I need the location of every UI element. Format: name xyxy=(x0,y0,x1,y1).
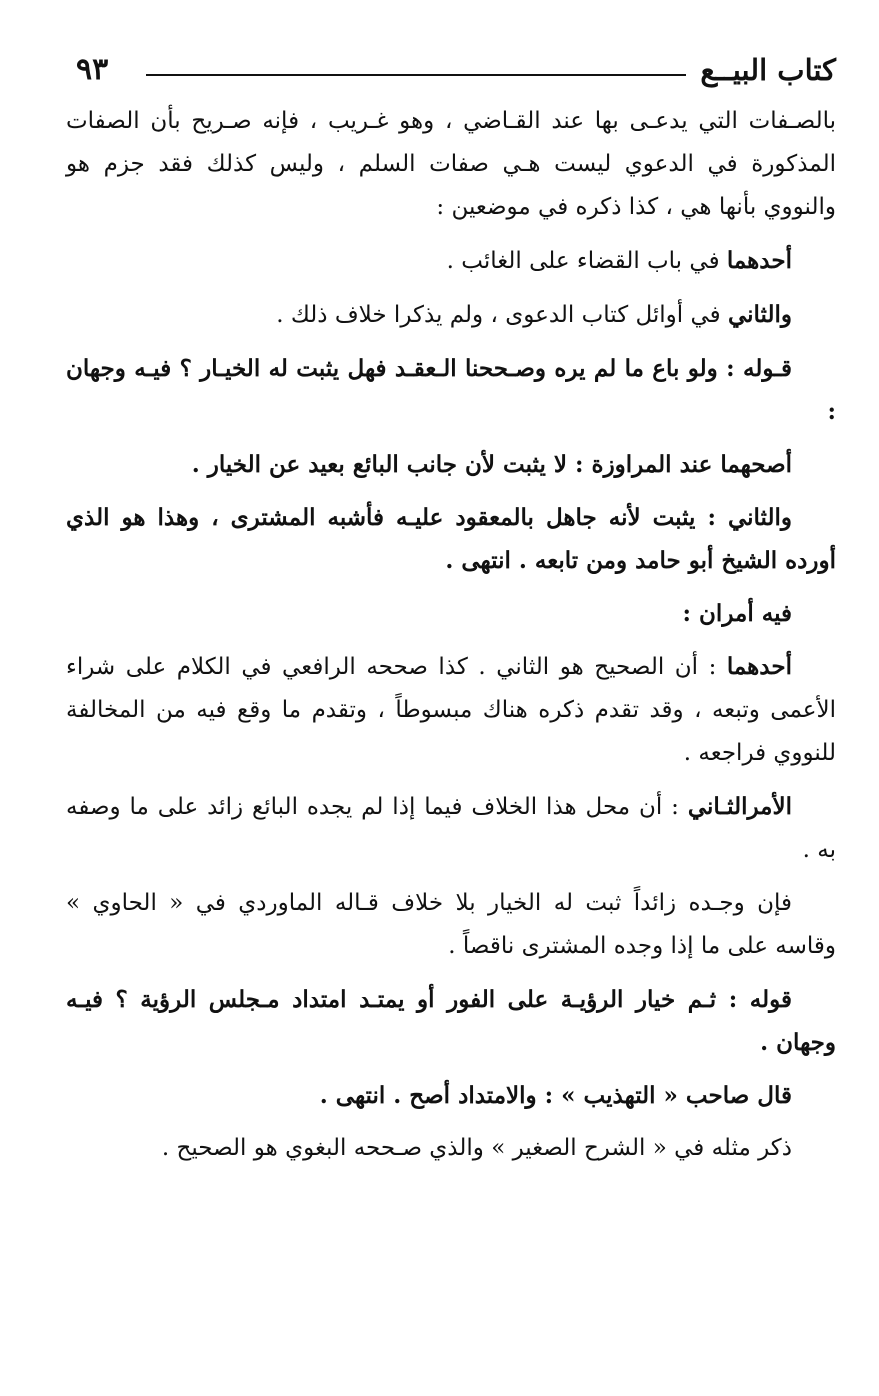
paragraph-6 xyxy=(66,496,836,582)
paragraph-2 xyxy=(66,239,836,283)
paragraph-13-text: ذكر مثله في « الشرح الصغير » والذي صـححه البغوي هو الصحيح . xyxy=(161,1135,792,1161)
running-title: كتاب البيــع xyxy=(700,53,836,87)
paragraph-3 xyxy=(66,293,836,337)
paragraph-9 xyxy=(66,785,836,872)
paragraph-4-text: قـوله : ولو باع ما لم يره وصـححنا الـعقـد فهل يثبت له الخيـار ؟ فيـه وجهان : xyxy=(66,355,836,425)
paragraph-8 xyxy=(66,645,836,775)
paragraph-11 xyxy=(66,978,836,1064)
paragraph-1-text: بالصـفات التي يدعـى بها عند القـاضي ، وهو غـريب ، فإنه صـريح بأن الصفات المذكورة في الدعوي ليست هـي صفات السلم ، وليس كذلك فقد جزم هو والنووي بأنها هي ، كذا ذكره في موضعين : xyxy=(66,108,836,220)
paragraph-2-text: في باب القضاء على الغائب . xyxy=(446,248,727,274)
paragraph-3-lead: والثاني xyxy=(727,301,792,328)
paragraph-1 xyxy=(66,100,836,229)
paragraph-7-text: فيه أمران : xyxy=(682,600,792,627)
paragraph-12 xyxy=(66,1074,836,1117)
paragraph-9-text: : أن محل هذا الخلاف فيما إذا لم يجده البائع زائد على ما وصفه به . xyxy=(66,794,836,863)
paragraph-7 xyxy=(66,592,836,635)
page-header xyxy=(66,48,836,100)
body-text xyxy=(66,100,836,1170)
paragraph-5-text: أصحهما عند المراوزة : لا يثبت لأن جانب البائع بعيد عن الخيار . xyxy=(191,451,792,478)
paragraph-2-lead: أحدهما xyxy=(726,247,792,274)
paragraph-10-text: فإن وجـده زائداً ثبت له الخيار بلا خلاف قـاله الماوردي في « الحاوي » وقاسه على ما إذا وجده المشترى ناقصاً . xyxy=(66,890,836,959)
paragraph-13 xyxy=(66,1127,836,1170)
book-page xyxy=(66,48,836,1170)
paragraph-10 xyxy=(66,882,836,968)
paragraph-4 xyxy=(66,347,836,433)
paragraph-6-text: والثاني : يثبت لأنه جاهل بالمعقود عليـه فأشبه المشترى ، وهذا هو الذي أورده الشيخ أبو حامد ومن تابعه . انتهى . xyxy=(66,504,836,574)
paragraph-5 xyxy=(66,443,836,486)
paragraph-3-text: في أوائل كتاب الدعوى ، ولم يذكرا خلاف ذلك . xyxy=(276,302,728,328)
paragraph-11-text: قوله : ثـم خيار الرؤيـة على الفور أو يمتـد امتداد مـجلس الرؤية ؟ فيـه وجهان . xyxy=(66,986,836,1056)
page-number: ٩٣ xyxy=(76,52,109,87)
paragraph-8-text: : أن الصحيح هو الثاني . كذا صححه الرافعي في الكلام على شراء الأعمى وتبعه ، وقد تقدم ذكره هناك مبسوطاً ، وتقدم ما وقع فيه من المخالفة للنووي فراجعه . xyxy=(66,654,836,766)
paragraph-8-lead: أحدهما xyxy=(726,653,792,680)
paragraph-9-lead: الأمرالثـاني xyxy=(687,793,792,820)
paragraph-12-text: قال صاحب « التهذيب » : والامتداد أصح . انتهى . xyxy=(319,1082,792,1109)
header-rule xyxy=(146,74,686,76)
